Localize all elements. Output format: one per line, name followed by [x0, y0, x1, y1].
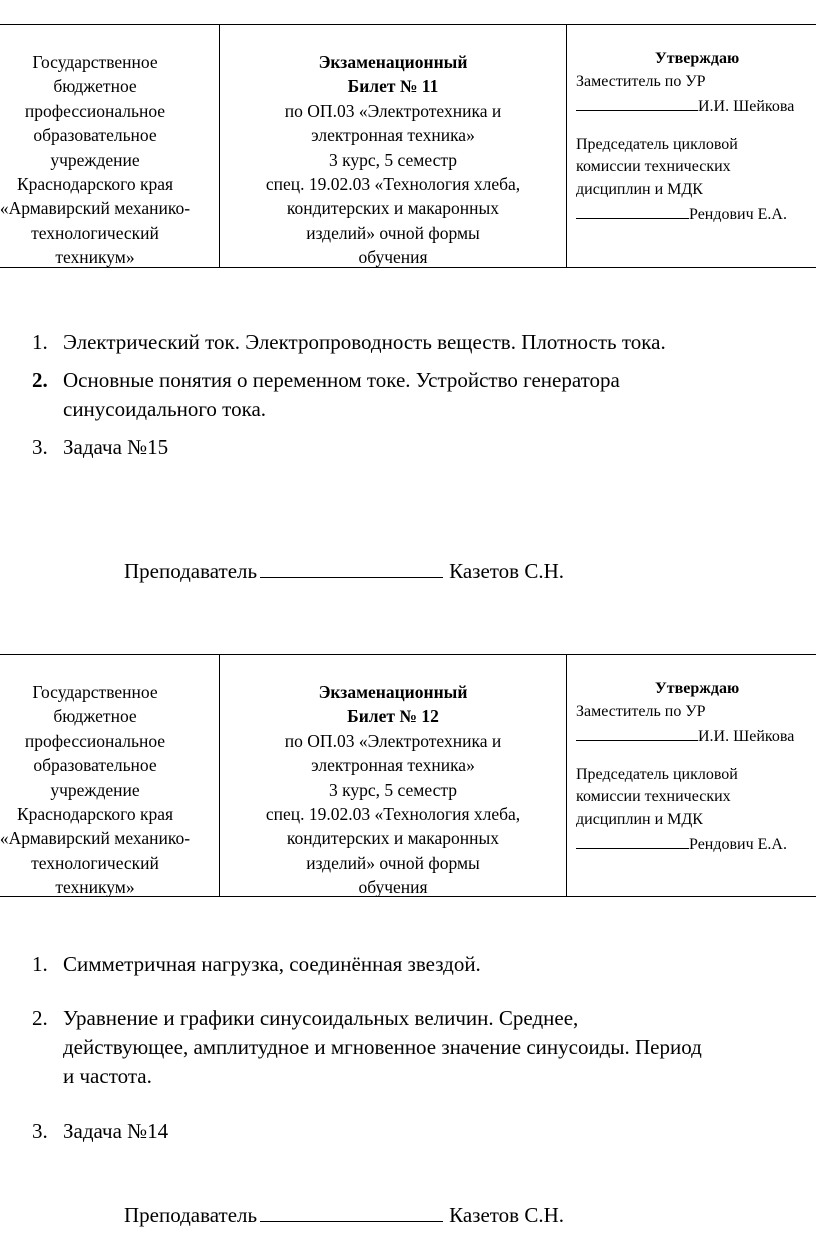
chair-line: дисциплин и МДК [576, 810, 703, 828]
institution-line: образовательное [33, 125, 157, 146]
ticket-12-header-table [0, 654, 816, 897]
institution-line: Краснодарского края [16, 804, 174, 825]
approval-cell [576, 655, 816, 857]
institution-line: профессиональное [24, 730, 166, 751]
institution-line: профессиональное [24, 100, 166, 121]
question-text: Задача №14 [63, 1119, 169, 1143]
signature-blank [576, 201, 689, 219]
teacher-label: Преподаватель [124, 1203, 258, 1227]
signature-blank [576, 723, 698, 741]
signature-blank [260, 558, 443, 578]
signature-blank [260, 1202, 443, 1222]
subject-line: изделий» очной формы [306, 852, 480, 873]
ticket-11-header-table [0, 24, 816, 268]
subject-line: по ОП.03 «Электротехника и [284, 730, 502, 751]
subject-line: спец. 19.02.03 «Технология хлеба, [265, 174, 521, 195]
deputy-label: Заместитель по УР [576, 72, 706, 90]
institution-line: Государственное [32, 52, 158, 72]
column-divider [566, 655, 567, 896]
chair-signature-line [576, 831, 816, 857]
question-text: Уравнение и графики синусоидальных величин. Среднее, [63, 1006, 579, 1030]
question-number: 2. [32, 1006, 48, 1030]
question-number: 1. [32, 952, 48, 976]
signature-blank [576, 831, 689, 849]
question-text: действующее, амплитудное и мгновенное значение синусоиды. Период [63, 1035, 702, 1059]
approve-title: Утверждаю [655, 680, 740, 697]
question-text: Симметричная нагрузка, соединённая звездой. [63, 952, 481, 976]
question-number: 3. [32, 1119, 48, 1143]
deputy-signature-line [576, 93, 816, 119]
institution-line: технологический [31, 222, 159, 243]
institution-line: учреждение [50, 149, 140, 170]
subject-line: электронная техника» [311, 755, 475, 776]
chair-line: дисциплин и МДК [576, 180, 703, 198]
deputy-label: Заместитель по УР [576, 702, 706, 720]
teacher-signature [124, 557, 564, 586]
subject-line: по ОП.03 «Электротехника и [284, 100, 502, 121]
subject-line: 3 курс, 5 семестр [329, 149, 457, 170]
question-number: 2. [32, 368, 48, 392]
deputy-signature-line [576, 723, 816, 749]
question-text: синусоидального тока. [63, 397, 267, 421]
teacher-label: Преподаватель [124, 559, 258, 583]
institution-line: учреждение [50, 779, 140, 800]
ticket-title: Экзаменационный [318, 682, 468, 702]
column-divider [566, 25, 567, 267]
question-text: Основные понятия о переменном токе. Устройство генератора [63, 368, 620, 392]
ticket-title-cell [222, 655, 564, 900]
subject-line: обучения [358, 247, 428, 268]
approve-title: Утверждаю [655, 50, 740, 67]
teacher-name: Казетов С.Н. [449, 559, 565, 583]
institution-line: образовательное [33, 755, 157, 776]
institution-line: бюджетное [53, 76, 137, 97]
chair-line: Председатель цикловой [576, 135, 738, 153]
chair-signature-line [576, 201, 816, 227]
chair-line: комиссии технических [576, 788, 731, 805]
ticket-number: Билет № 12 [347, 706, 439, 727]
institution-line: техникум» [55, 247, 135, 268]
signature-blank [576, 93, 698, 111]
teacher-name: Казетов С.Н. [449, 1203, 565, 1227]
subject-line: электронная техника» [311, 125, 475, 146]
deputy-name: И.И. Шейкова [698, 728, 795, 745]
institution-line: техникум» [55, 877, 135, 898]
chair-line: комиссии технических [576, 158, 731, 175]
subject-line: кондитерских и макаронных [286, 198, 500, 219]
subject-line: 3 курс, 5 семестр [329, 779, 457, 800]
approval-cell [576, 25, 816, 227]
institution-line: «Армавирский механико- [0, 198, 191, 219]
institution-cell [0, 655, 220, 900]
institution-line: Краснодарского края [16, 174, 174, 195]
subject-line: обучения [358, 877, 428, 898]
institution-line: «Армавирский механико- [0, 828, 191, 849]
subject-line: изделий» очной формы [306, 222, 480, 243]
chair-name: Рендович Е.А. [689, 836, 787, 853]
subject-line: кондитерских и макаронных [286, 828, 500, 849]
chair-name: Рендович Е.А. [689, 206, 787, 223]
ticket-title-cell [222, 25, 564, 270]
ticket-title: Экзаменационный [318, 52, 468, 72]
question-text: Задача №15 [63, 435, 169, 459]
question-number: 1. [32, 330, 48, 354]
institution-line: бюджетное [53, 706, 137, 727]
subject-line: спец. 19.02.03 «Технология хлеба, [265, 804, 521, 825]
question-number: 3. [32, 435, 48, 459]
institution-line: Государственное [32, 682, 158, 702]
question-text: и частота. [63, 1064, 152, 1088]
ticket-number: Билет № 11 [347, 76, 439, 97]
chair-line: Председатель цикловой [576, 765, 738, 783]
question-text: Электрический ток. Электропроводность веществ. Плотность тока. [63, 330, 666, 354]
deputy-name: И.И. Шейкова [698, 98, 795, 115]
institution-cell [0, 25, 220, 270]
teacher-signature [124, 1201, 564, 1230]
institution-line: технологический [31, 852, 159, 873]
